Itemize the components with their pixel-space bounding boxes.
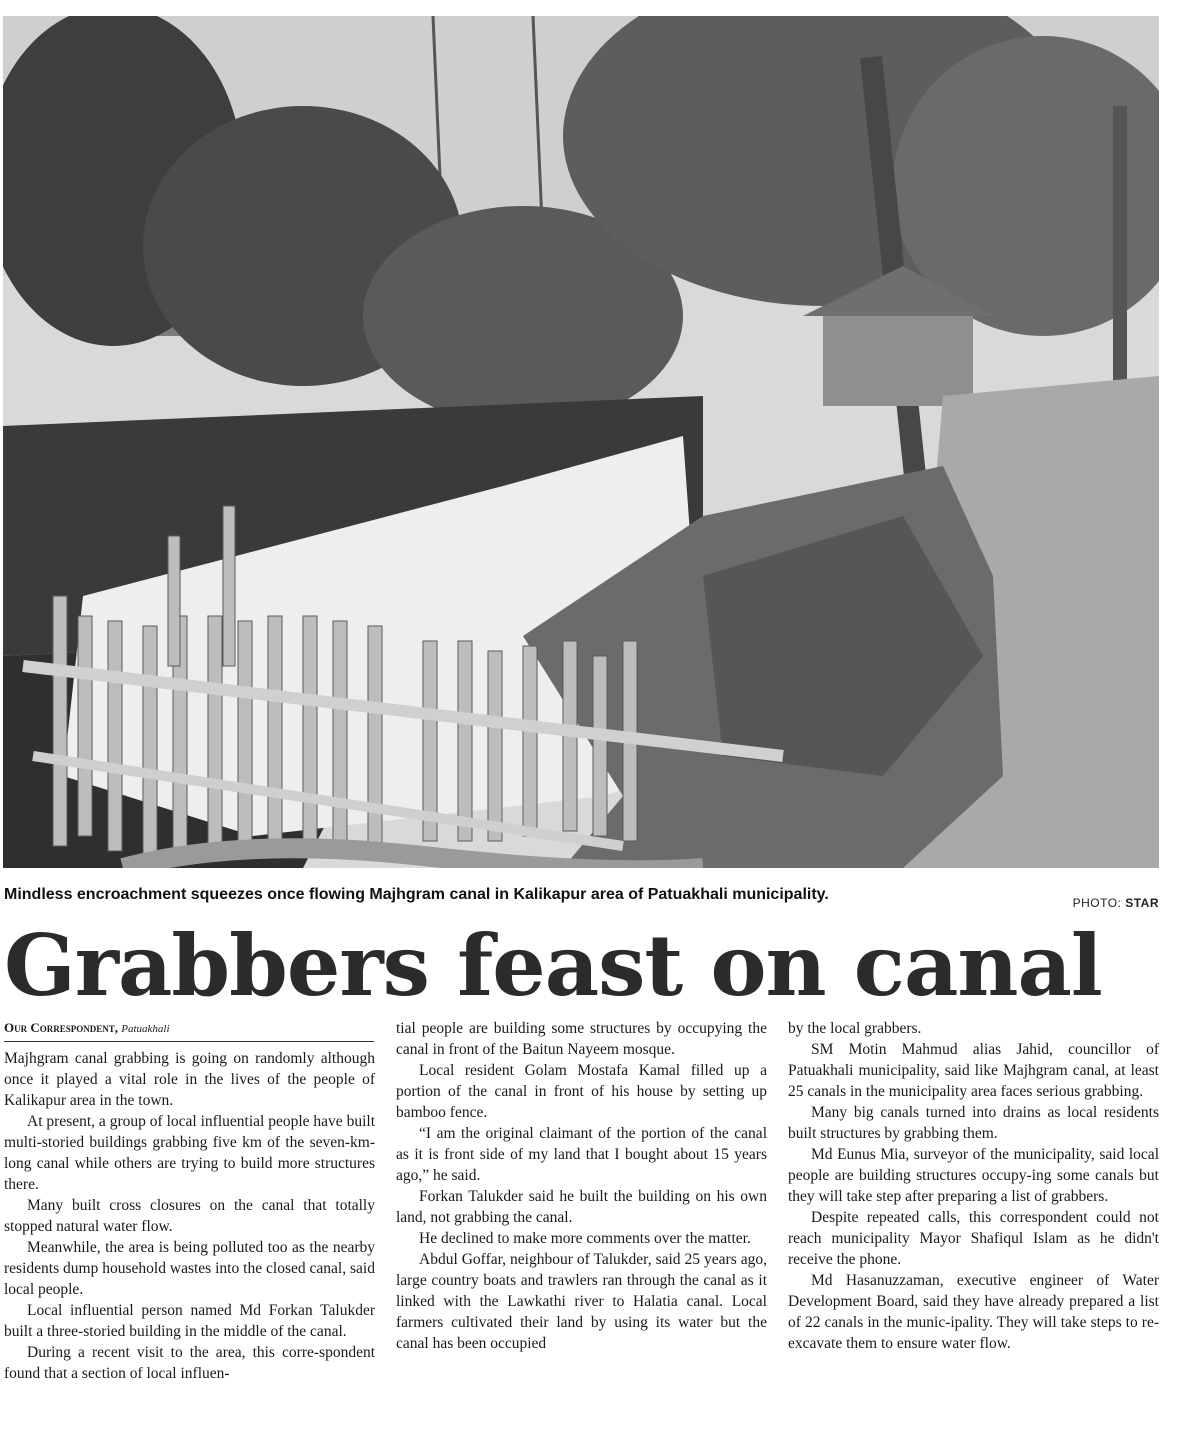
article-column-3: [788, 1018, 1159, 1354]
paragraph: Majhgram canal grabbing is going on randomly although once it played a vital role in the lives of the people of Kalikapur area in the town.: [4, 1050, 375, 1109]
photo-caption: Mindless encroachment squeezes once flowing Majhgram canal in Kalikapur area of Patuakhali municipality.: [4, 886, 829, 903]
paragraph: Abdul Goffar, neighbour of Talukder, said 25 years ago, large country boats and trawlers ran through the canal as it linked with the Lawkathi river to Halatia canal. Local farmers cultivated their land by using its water but the canal has been occupied: [396, 1251, 767, 1352]
paragraph: “I am the original claimant of the portion of the canal as it is front side of my land that I bought about 15 years ago,” he said.: [396, 1125, 767, 1184]
paragraph: Md Hasanuzzaman, executive engineer of Water Development Board, said they have already prepared a list of 22 canals in the munic-ipality. They will take steps to re-excavate them to ensure water flow.: [788, 1272, 1159, 1352]
paragraph: Many built cross closures on the canal that totally stopped natural water flow.: [4, 1197, 375, 1235]
article-column-2: [396, 1018, 767, 1354]
photo-credit-source: STAR: [1125, 896, 1159, 910]
photo-credit-label: PHOTO:: [1072, 896, 1122, 910]
paragraph: During a recent visit to the area, this corre-spondent found that a section of local influen-: [4, 1344, 375, 1382]
paragraph: SM Motin Mahmud alias Jahid, councillor of Patuakhali municipality, said like Majhgram canal, at least 25 canals in the municipality area faces serious grabbing.: [788, 1041, 1159, 1100]
paragraph: Despite repeated calls, this correspondent could not reach municipality Mayor Shafiqul Islam as he didn't receive the phone.: [788, 1209, 1159, 1268]
photo-credit: [1073, 896, 1159, 910]
article-column-1: [4, 1048, 375, 1384]
paragraph: At present, a group of local influential people have built multi-storied buildings grabbing five km of the seven-km-long canal while others are trying to build more structures there.: [4, 1113, 375, 1193]
paragraph: Meanwhile, the area is being polluted too as the nearby residents dump household wastes into the closed canal, said local people.: [4, 1239, 375, 1298]
article-photo: [3, 16, 1159, 868]
paragraph: by the local grabbers.: [788, 1020, 922, 1037]
paragraph: Forkan Talukder said he built the building on his own land, not grabbing the canal.: [396, 1188, 767, 1226]
paragraph: He declined to make more comments over the matter.: [419, 1230, 751, 1247]
paragraph: Md Eunus Mia, surveyor of the municipality, said local people are building structures occupy-ing some canals but they will take step after preparing a list of grabbers.: [788, 1146, 1159, 1205]
byline-author: Our Correspondent,: [4, 1020, 119, 1035]
article-headline: Grabbers feast on canal: [4, 916, 1102, 1015]
byline: [4, 1019, 374, 1042]
paragraph: tial people are building some structures by occupying the canal in front of the Baitun Nayeem mosque.: [396, 1020, 767, 1058]
paragraph: Local influential person named Md Forkan Talukder built a three-storied building in the middle of the canal.: [4, 1302, 375, 1340]
paragraph: Many big canals turned into drains as local residents built structures by grabbing them.: [788, 1104, 1159, 1142]
paragraph: Local resident Golam Mostafa Kamal filled up a portion of the canal in front of his house by setting up bamboo fence.: [396, 1062, 767, 1121]
canal-photo-illustration: [3, 16, 1159, 868]
byline-location: Patuakhali: [121, 1023, 170, 1035]
